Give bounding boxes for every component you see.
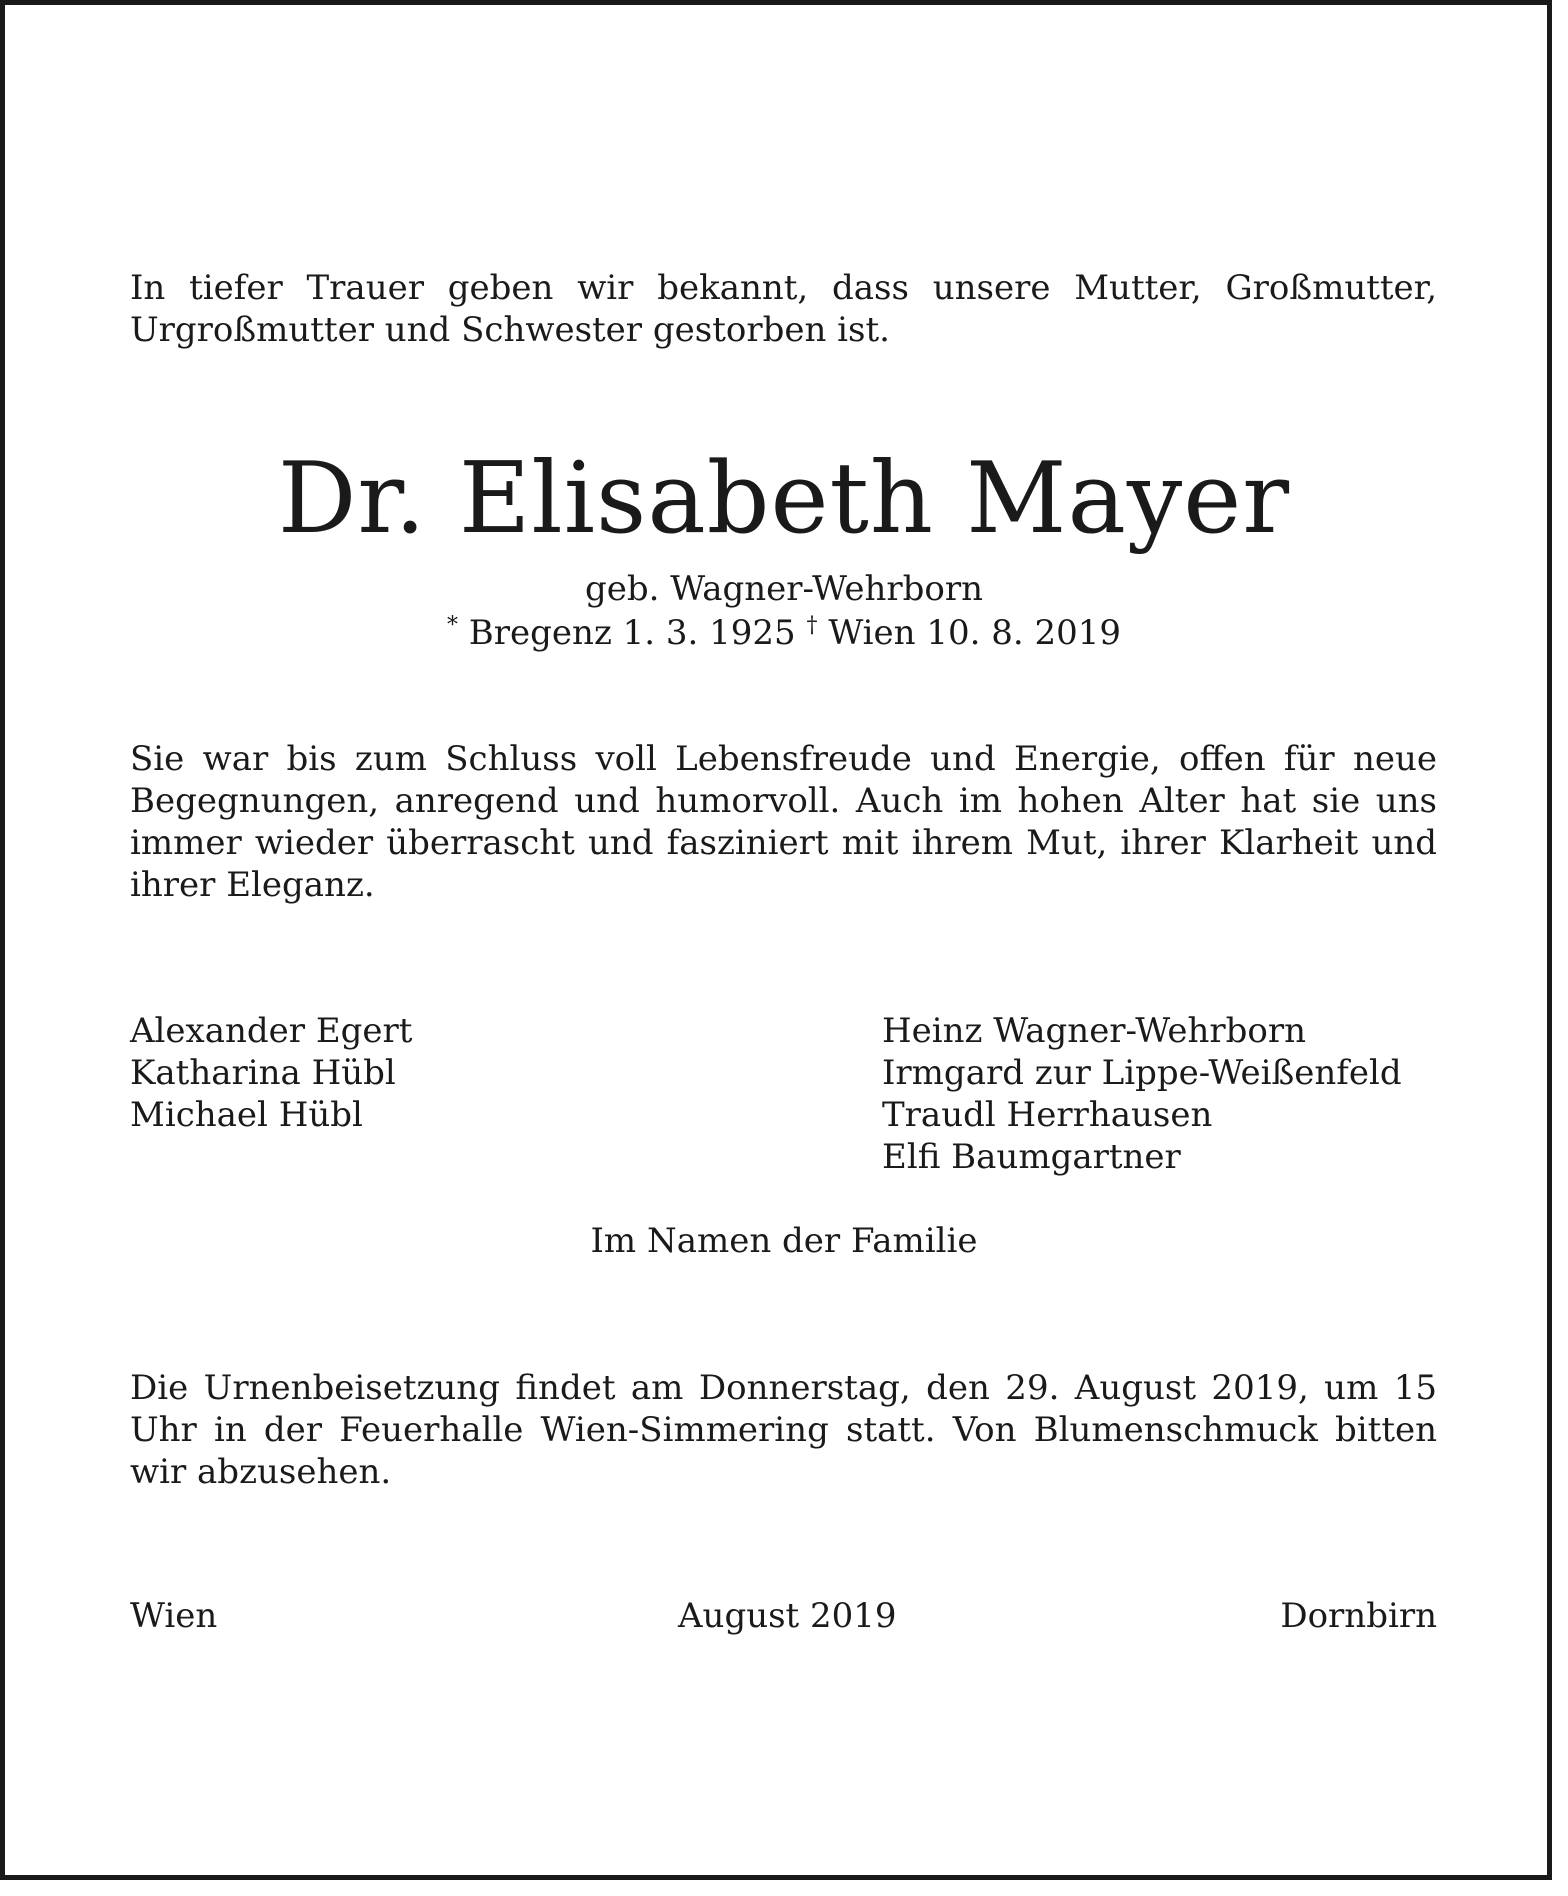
deceased-name: Dr. Elisabeth Mayer bbox=[277, 442, 1291, 556]
birth-symbol: * bbox=[446, 613, 458, 638]
tribute-paragraph: Sie war bis zum Schluss voll Lebensfreude und Energie, offen für neue Begegnungen, anregend und humorvoll. Auch im hohen Alter hat sie uns immer wieder überrascht und fasziniert mit ihrem Mut, ihrer Klarheit und ihrer Eleganz. bbox=[130, 739, 1437, 905]
burial-paragraph: Die Urnenbeisetzung findet am Donnerstag, den 29. August 2019, um 15 Uhr in der Feuerhalle Wien-Simmering statt. Von Blumenschmuck bitten wir abzusehen. bbox=[130, 1368, 1437, 1492]
mourner-name: Elfi Baumgartner bbox=[882, 1137, 1181, 1177]
death-info: Wien 10. 8. 2019 bbox=[828, 613, 1122, 653]
family-note bbox=[0, 1220, 1568, 1262]
mourner-name: Katharina Hübl bbox=[130, 1053, 396, 1093]
mourner-name: Heinz Wagner-Wehrborn bbox=[882, 1011, 1307, 1051]
mourner-name: Alexander Egert bbox=[130, 1011, 413, 1051]
maiden-name: geb. Wagner-Wehrborn bbox=[584, 569, 984, 609]
mourner-name: Irmgard zur Lippe-Weißenfeld bbox=[882, 1053, 1402, 1093]
footer-place-left: Wien bbox=[130, 1596, 218, 1636]
birth-info: Bregenz 1. 3. 1925 bbox=[468, 613, 796, 653]
mourners-right-column bbox=[882, 1010, 1402, 1178]
footer-date: August 2019 bbox=[678, 1596, 897, 1636]
death-symbol: † bbox=[806, 613, 818, 638]
mourner-name: Michael Hübl bbox=[130, 1095, 363, 1135]
family-note-text: Im Namen der Familie bbox=[590, 1221, 978, 1261]
footer-place-right: Dornbirn bbox=[1280, 1596, 1437, 1636]
intro-paragraph: In tiefer Trauer geben wir bekannt, dass unsere Mutter, Großmutter, Urgroßmutter und Schwester gestorben ist. bbox=[130, 268, 1437, 350]
mourners-left-column bbox=[130, 1010, 412, 1136]
mourner-name: Traudl Herrhausen bbox=[882, 1095, 1213, 1135]
life-dates bbox=[0, 612, 1568, 654]
